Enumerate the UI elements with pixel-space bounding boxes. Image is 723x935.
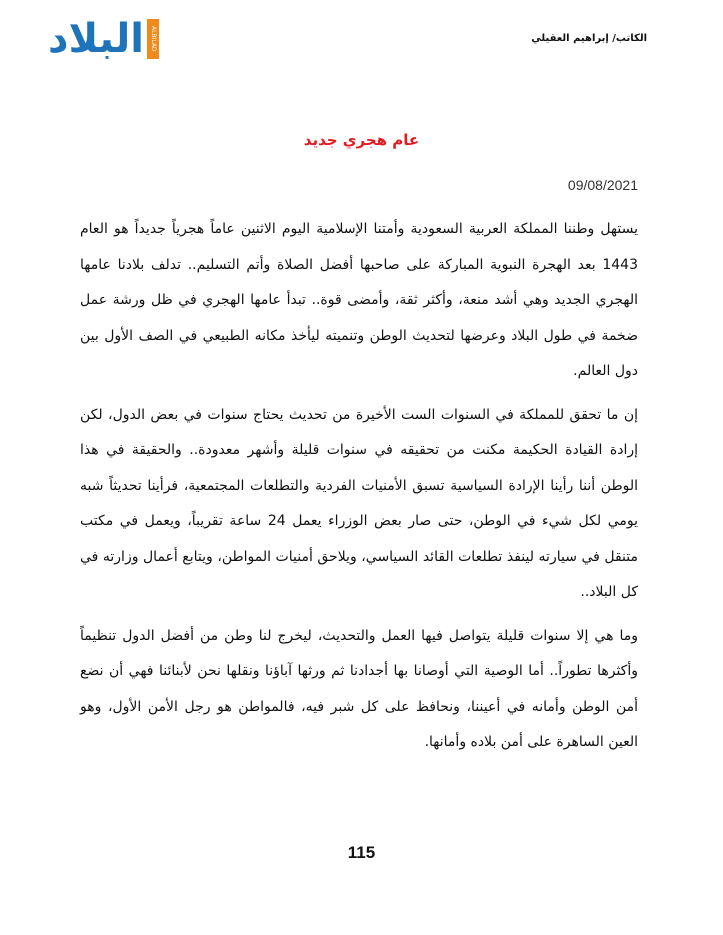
article-date: 09/08/2021 — [567, 177, 638, 193]
article-paragraph-1: يستهل وطننا المملكة العربية السعودية وأمتنا الإسلامية اليوم الاثنين عاماً هجرياً جديداً هو العام 1443 بعد الهجرة النبوية المباركة على صاحبها أفضل الصلاة وأتم التسليم.. تدلف بلادنا عامها الهجري الجديد وهي أشد منعة، وأكثر ثقة، وأمضى قوة.. تبدأ عامها الهجري في ظل ورشة عمل ضخمة في طول البلاد وعرضها لتحديث الوطن وتنميته ليأخذ مكانه الطبيعي في الصف الأول بين دول العالم. — [80, 221, 638, 379]
page-number: 115 — [347, 843, 376, 862]
albilad-logo — [48, 14, 176, 64]
logo-tagline: ALBILAD — [147, 19, 159, 59]
article-paragraph-3: وما هي إلا سنوات قليلة يتواصل فيها العمل والتحديث، ليخرج لنا وطن من أفضل الدول تنظيماً وأكثرها تطوراً.. أما الوصية التي أوصانا بها أجدادنا ثم ورثها آباؤنا ونقلها نحن لأبنائنا فهي أن نضع أمن الوطن وأمانه في أعيننا، ونحافظ على كل شبر فيه، فالمواطن هو رجل الأمن الأول، وهو العين الساهرة على أمن بلاده وأمانها. — [80, 627, 638, 750]
article-body — [80, 212, 638, 769]
logo-wordmark: البلاد — [48, 16, 144, 62]
article-paragraph-2: إن ما تحقق للمملكة في السنوات الست الأخيرة من تحديث يحتاج سنوات في بعض الدول، لكن إرادة القيادة الحكيمة مكنت من تحقيقه في سنوات قليلة وأشهر معدودة.. والحقيقة في هذا الوطن أننا رأينا الإرادة السياسية تسبق الأمنيات الفردية والتطلعات المجتمعية، فرأينا تحديثاً شبه يومي لكل شيء في الوطن، حتى صار بعض الوزراء يعمل 24 ساعة تقريباً، ويعمل في مكتب متنقل في سيارته لينفذ تطلعات القائد السياسي، ويلاحق أمنيات المواطن، ويتابع أعمال وزارته في كل البلاد.. — [80, 406, 638, 600]
author-byline: الكاتب/ إبراهيم العقيلي — [531, 33, 647, 44]
article-title: عام هجري جديد — [303, 131, 420, 149]
